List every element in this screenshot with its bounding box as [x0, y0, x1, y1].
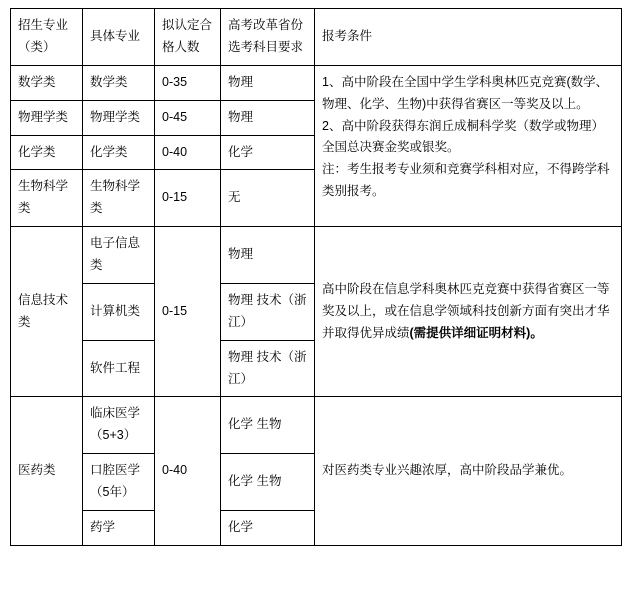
condition-line-2: 2、高中阶段获得东润丘成桐科学奖（数学或物理）全国总决赛金奖或银奖。 — [322, 118, 604, 155]
subject-cell: 物理 — [221, 65, 315, 100]
condition-cell-competition — [315, 65, 622, 226]
major-group-cell: 数学类 — [11, 65, 83, 100]
quota-cell: 0-15 — [155, 170, 221, 227]
quota-cell-med: 0-40 — [155, 397, 221, 545]
major-group-cell: 化学类 — [11, 135, 83, 170]
table-row — [11, 397, 622, 454]
major-group-cell: 物理学类 — [11, 100, 83, 135]
table-header-row — [11, 9, 622, 66]
column-header-quota: 拟认定合格人数 — [155, 9, 221, 66]
column-header-subject-requirement: 高考改革省份选考科目要求 — [221, 9, 315, 66]
table-row — [11, 227, 622, 284]
subject-cell: 化学 生物 — [221, 397, 315, 454]
specific-major-cell: 物理学类 — [83, 100, 155, 135]
admission-major-table — [10, 8, 622, 546]
subject-cell: 物理 — [221, 227, 315, 284]
specific-major-cell: 数学类 — [83, 65, 155, 100]
quota-cell: 0-40 — [155, 135, 221, 170]
subject-cell: 化学 — [221, 135, 315, 170]
subject-cell: 无 — [221, 170, 315, 227]
specific-major-cell: 软件工程 — [83, 340, 155, 397]
condition-line-1: 1、高中阶段在全国中学生学科奥林匹克竞赛(数学、物理、化学、生物)中获得省赛区一等奖及以上。 — [322, 74, 609, 111]
specific-major-cell: 生物科学类 — [83, 170, 155, 227]
specific-major-cell: 口腔医学（5年） — [83, 454, 155, 511]
quota-cell: 0-45 — [155, 100, 221, 135]
condition-line-3: 注：考生报考专业须和竞赛学科相对应，不得跨学科类别报考。 — [322, 162, 610, 199]
major-group-cell-med: 医药类 — [11, 397, 83, 545]
specific-major-cell: 化学类 — [83, 135, 155, 170]
subject-cell: 物理 — [221, 100, 315, 135]
quota-cell-it: 0-15 — [155, 227, 221, 397]
subject-cell: 物理 技术（浙江） — [221, 340, 315, 397]
column-header-application-condition: 报考条件 — [315, 9, 622, 66]
condition-cell-med: 对医药类专业兴趣浓厚，高中阶段品学兼优。 — [315, 397, 622, 545]
table-row — [11, 65, 622, 100]
subject-cell: 化学 — [221, 510, 315, 545]
subject-cell: 化学 生物 — [221, 454, 315, 511]
specific-major-cell: 电子信息类 — [83, 227, 155, 284]
condition-it-bold: (需提供详细证明材料)。 — [409, 325, 543, 340]
column-header-specific-major: 具体专业 — [83, 9, 155, 66]
major-group-cell: 生物科学类 — [11, 170, 83, 227]
specific-major-cell: 计算机类 — [83, 283, 155, 340]
column-header-major-group: 招生专业（类） — [11, 9, 83, 66]
specific-major-cell: 临床医学（5+3） — [83, 397, 155, 454]
condition-cell-it — [315, 227, 622, 397]
condition-it-plain: 高中阶段在信息学科奥林匹克竞赛中获得省赛区一等奖及以上，或在信息学领域科技创新方面有突出才华并取得优异成绩 — [322, 281, 610, 340]
subject-cell: 物理 技术（浙江） — [221, 283, 315, 340]
quota-cell: 0-35 — [155, 65, 221, 100]
major-group-cell-it: 信息技术类 — [11, 227, 83, 397]
specific-major-cell: 药学 — [83, 510, 155, 545]
